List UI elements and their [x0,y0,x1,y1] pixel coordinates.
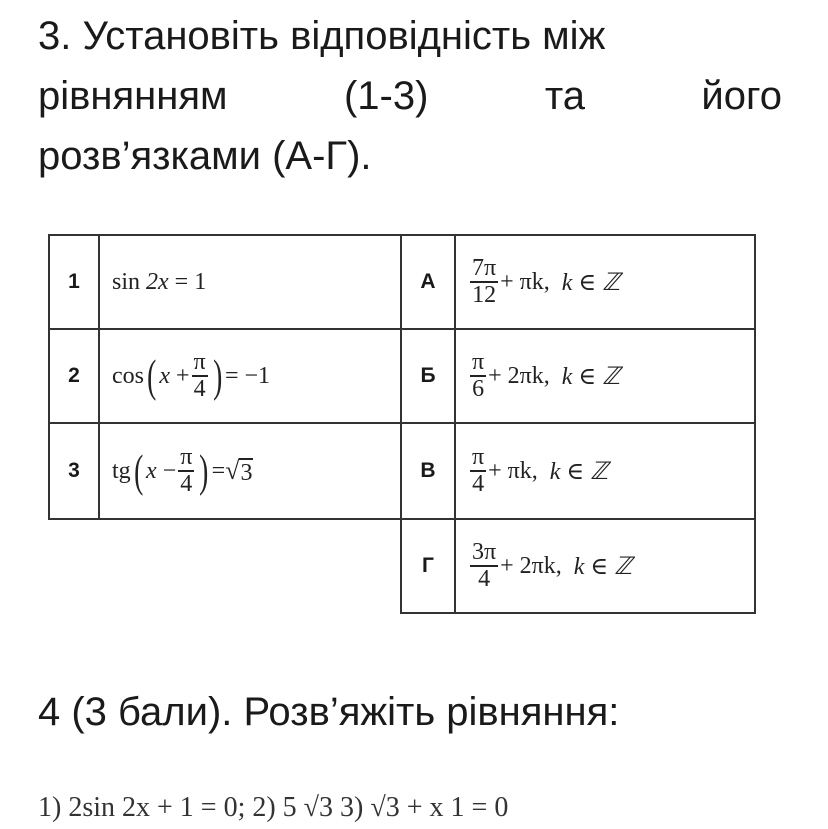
sqrt-symbol: √ 3 [225,456,253,486]
word-its: його [701,74,782,118]
eq3-op: − [162,457,177,484]
answer-g [454,518,756,614]
right-paren: ) [199,445,209,496]
answer-v [454,422,756,520]
answer-g-den: 4 [478,566,491,592]
answer-v-cond: k ∈ ℤ [549,458,609,485]
eq1-arg: 2x [146,268,169,295]
task-3-line-3: розв’язками (А-Г). [38,134,372,178]
eq2-op: + [175,362,190,389]
eq2-fraction [192,350,208,402]
eq1-func: sin [112,268,141,295]
eq3-radicand: 3 [240,459,253,486]
eq3-rhs: = [211,457,226,484]
eq2-func: cos [112,362,144,389]
answer-g-num: 3π [470,540,498,567]
task-4-equations-cut-off: 1) 2sin 2x + 1 = 0; 2) 5 √3 3) √3 + x 1 = 0 [38,792,509,823]
answer-g-fraction [470,540,498,592]
answer-v-fraction [470,445,486,497]
word-and: та [544,74,585,118]
equation-1 [98,234,402,330]
answer-a-den: 12 [472,282,497,308]
answer-v-den: 4 [472,471,485,497]
answer-b-fraction [470,350,486,402]
eq3-func: tg [112,457,131,484]
answer-b-num: π [470,350,486,377]
equation-2 [98,328,402,424]
answer-a-fraction [470,256,498,308]
eq3-frac-num: π [178,445,194,472]
answer-b-term: + 2πk, [488,362,550,389]
answer-letter-a: А [400,234,456,330]
task-4-title: 4 (3 бали). Розв’яжіть рівняння: [38,690,620,734]
eq3-fraction [178,445,194,497]
eq3-var: x [146,457,157,484]
eq2-rhs: = −1 [224,362,271,389]
answer-v-num: π [470,445,486,472]
answer-b [454,328,756,424]
eq2-frac-num: π [192,350,208,377]
left-paren: ( [133,445,143,496]
answer-a-term: + πk, [500,268,550,295]
answer-v-term: + πk, [488,457,538,484]
answer-a-num: 7π [470,256,498,283]
answer-a [454,234,756,330]
answer-letter-g: Г [400,518,456,614]
equation-number-1: 1 [48,234,100,330]
left-paren: ( [147,350,157,401]
answer-letter-b: Б [400,328,456,424]
task-3-line-2 [38,66,782,126]
right-paren: ) [212,350,222,401]
equation-3 [98,422,402,520]
equation-number-3: 3 [48,422,100,520]
answer-g-term: + 2πk, [500,552,562,579]
answer-letter-v: В [400,422,456,520]
answer-b-cond: k ∈ ℤ [561,363,621,390]
equation-number-2: 2 [48,328,100,424]
eq2-var: x [159,362,170,389]
word-equation: рівнянням [38,74,228,118]
task-3-line-1: 3. Установіть відповідність між [38,14,606,58]
eq1-rhs: = 1 [174,268,207,295]
answer-g-cond: k ∈ ℤ [573,553,633,580]
eq3-frac-den: 4 [180,471,193,497]
word-range: (1-3) [343,74,429,118]
answer-b-den: 6 [472,376,485,402]
eq2-frac-den: 4 [193,376,206,402]
answer-a-cond: k ∈ ℤ [561,269,621,296]
task-3-statement [38,6,782,186]
